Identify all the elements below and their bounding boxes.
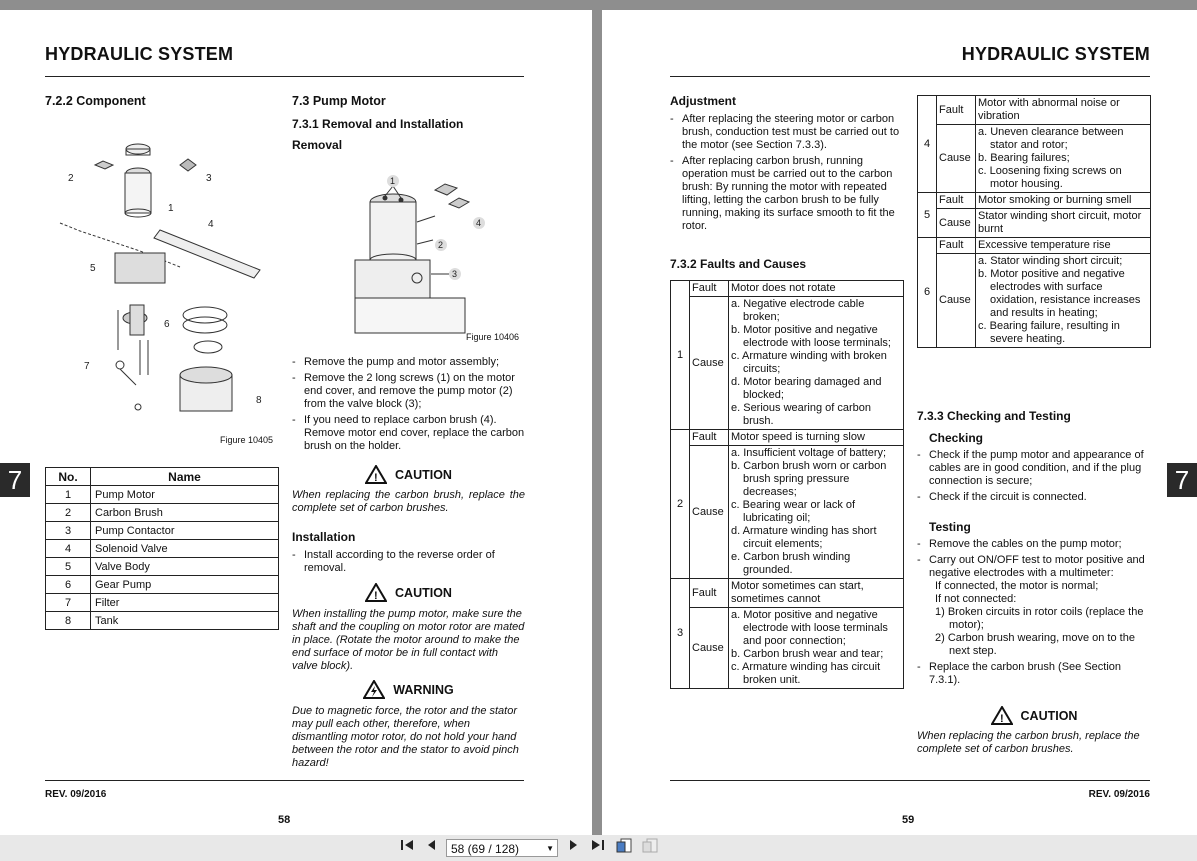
dual-page-view-button[interactable] [640,838,660,858]
fig-a-label-5: 5 [90,263,96,274]
adjustment-list [670,113,904,236]
revision: REV. 09/2016 [1088,789,1150,800]
fault-number: 4 [918,96,937,193]
table-row [918,193,1151,209]
list-item: - Install according to the reverse order of removal. [292,549,525,575]
cell-name: Filter [91,594,279,612]
testing-sub-item: 1) Broken circuits in rotor coils (replace the motor); [935,606,1144,631]
svg-text:!: ! [999,713,1004,725]
next-page-icon [567,838,581,852]
next-page-button[interactable] [564,838,584,858]
footer-rule [45,780,524,781]
list-item: - After replacing carbon brush, running operation must be carried out to the carbon brush: By running the motor with repeated lifting, letting the carbon brush to be fully running, making its surface smooth to fit the rotor. [670,155,904,233]
cause-label: Cause [937,254,976,348]
testing-sub-item: If not connected: [935,593,1017,605]
col-no: No. [46,468,91,486]
cause-label: Cause [937,125,976,193]
pump-motor-title: 7.3 Pump Motor [292,94,386,108]
caution-text: When replacing the carbon brush, replace the complete set of carbon brushes. [917,730,1140,755]
left-page [0,10,592,835]
cause-list [729,297,904,430]
table-row [671,430,904,446]
check-title: 7.3.3 Checking and Testing [917,409,1071,423]
fig-b-label-4: 4 [476,218,482,228]
right-page [602,10,1197,835]
fault-label: Fault [937,238,976,254]
cause-item: b. Carbon brush wear and tear; [731,648,884,660]
pump-motor-figure [345,160,495,335]
adjustment-title: Adjustment [670,94,736,108]
cell-no: 5 [46,558,91,576]
checking-title: Checking [929,431,984,445]
table-row [918,238,1151,254]
list-item: - Remove the cables on the pump motor; [917,538,1151,551]
fault-number: 3 [671,579,690,689]
list-item: - After replacing the steering motor or carbon brush, conduction test must be carried out to the motor (see Section 7.3.3). [670,113,904,152]
fault-text: Motor smoking or burning smell [976,193,1151,209]
fault-label: Fault [690,579,729,608]
list-item: - Check if the pump motor and appearance of cables are in good condition, and if the plug connection is secure; [917,449,1151,488]
table-row [671,297,904,430]
col-name: Name [91,468,279,486]
cell-no: 6 [46,576,91,594]
warning-triangle-icon [991,706,1013,725]
cell-name: Valve Body [91,558,279,576]
table-row [671,281,904,297]
installation-steps [292,549,525,578]
warning-heading [292,680,525,699]
table-row [46,594,279,612]
cell-name: Gear Pump [91,576,279,594]
faults-table-a [670,280,904,689]
warning-text: Due to magnetic force, the rotor and the stator may pull each other, therefore, when dismantling motor rotor, do not hold your hand between the rotor and the stator to avoid pinch hazard! [292,705,519,769]
page-number: 59 [902,814,915,826]
first-page-icon [399,838,415,852]
fault-number: 5 [918,193,937,238]
cause-item: a. Insufficient voltage of battery; [731,447,887,459]
table-row [46,486,279,504]
cause-label: Cause [937,209,976,238]
chapter-tab: 7 [0,463,30,497]
cause-item: d. Armature winding has short circuit elements; [731,525,877,550]
caution-heading-2 [292,583,525,602]
list-item: - Remove the 2 long screws (1) on the motor end cover, and remove the pump motor (2) from the valve block (3); [292,372,525,411]
previous-page-icon [424,838,438,852]
fig-b-label-1: 1 [390,176,396,186]
fault-number: 6 [918,238,937,348]
cause-item: e. Serious wearing of carbon brush. [731,402,872,427]
cause-item: b. Carbon brush worn or carbon brush spring pressure decreases; [731,460,887,498]
component-table [45,467,279,630]
cause-item: a. Stator winding short circuit; [978,255,1123,267]
checking-list [917,449,1151,507]
caution-text-2: When installing the pump motor, make sure the shaft and the coupling on motor rotor are mated in place. (Rotate the motor around to make the end surface of motor be in full contact with valve block). [292,608,525,672]
fault-text: Motor with abnormal noise or vibration [976,96,1151,125]
testing-sub-item: 2) Carbon brush wearing, move on to the next step. [935,632,1135,657]
cause-list [976,254,1151,348]
cause-item: c. Armature winding with broken circuits; [731,350,887,375]
figure-b-caption: Figure 10406 [466,332,520,342]
cell-no: 3 [46,522,91,540]
page-indicator: 58 (69 / 128) [451,842,520,856]
cell-name: Tank [91,612,279,630]
caution-label: CAUTION [1020,708,1078,723]
dual-page-icon [641,838,659,854]
table-row [46,504,279,522]
warning-label: WARNING [393,682,454,697]
fault-number: 1 [671,281,690,430]
faults-table-b [917,95,1151,348]
cause-item: b. Bearing failures; [978,152,1070,164]
testing-sub-item: If connected, the motor is normal; [935,580,1099,592]
installation-title: Installation [292,530,356,544]
testing-step: Carry out ON/OFF test to motor positive and negative electrodes with a multimeter: [929,554,1145,579]
cause-item: a. Motor positive and negative electrode with loose terminals and poor connection; [731,609,888,647]
warning-triangle-icon [365,465,387,484]
fig-a-label-2: 2 [68,173,74,184]
testing-title: Testing [929,520,971,534]
fault-label: Fault [690,281,729,297]
cause-item: Stator winding short circuit, motor burnt [978,210,1142,235]
list-item: - Remove the pump and motor assembly; [292,356,525,369]
cause-list [976,209,1151,238]
table-row [46,540,279,558]
figure-a-caption: Figure 10405 [220,435,274,445]
first-page-button[interactable] [397,838,417,858]
table-row [918,209,1151,238]
faults-title: 7.3.2 Faults and Causes [670,257,807,271]
footer-rule [670,780,1150,781]
table-row [46,522,279,540]
table-row [918,125,1151,193]
table-header-row [46,468,279,486]
cell-no: 7 [46,594,91,612]
fig-b-label-3: 3 [452,269,458,279]
fault-label: Fault [937,96,976,125]
caution-label: CAUTION [395,467,452,482]
fig-b-label-2: 2 [438,240,444,250]
cell-no: 4 [46,540,91,558]
list-item: - Check if the circuit is connected. [917,491,1151,504]
cause-item: a. Negative electrode cable broken; [731,298,865,323]
fig-a-label-7: 7 [84,361,90,372]
cell-name: Pump Motor [91,486,279,504]
last-page-button[interactable] [588,838,608,858]
testing-list [917,538,1151,690]
fault-text: Motor sometimes can start, sometimes cannot [729,579,904,608]
caution-text-1: When replacing the carbon brush, replace the complete set of carbon brushes. [292,489,525,514]
cause-item: c. Loosening fixing screws on motor housing. [978,165,1122,190]
cell-no: 2 [46,504,91,522]
fig-a-label-8: 8 [256,395,262,406]
removal-title: Removal [292,138,343,152]
fault-text: Excessive temperature rise [976,238,1151,254]
table-row [918,96,1151,125]
component-title: 7.2.2 Component [45,94,146,108]
header-rule [45,76,524,77]
previous-page-button[interactable] [421,838,441,858]
fault-text: Motor speed is turning slow [729,430,904,446]
fault-text: Motor does not rotate [729,281,904,297]
table-row [671,446,904,579]
chapter-tab: 7 [1167,463,1197,497]
cause-list [976,125,1151,193]
table-row [46,576,279,594]
caution-heading-1 [292,465,525,484]
cell-name: Carbon Brush [91,504,279,522]
list-item [917,554,1151,658]
caution-label: CAUTION [395,585,452,600]
cause-item: d. Motor bearing damaged and blocked; [731,376,882,401]
fig-a-label-6: 6 [164,319,170,330]
removal-steps [292,356,525,456]
svg-text:!: ! [374,590,378,602]
cause-item: c. Armature winding has circuit broken unit. [731,661,881,686]
table-row [46,558,279,576]
removal-install-title: 7.3.1 Removal and Installation [292,117,464,131]
cause-item: c. Bearing failure, resulting in severe heating. [978,320,1120,345]
cell-no: 8 [46,612,91,630]
revision: REV. 09/2016 [45,789,107,800]
fault-number: 2 [671,430,690,579]
fig-a-label-4: 4 [208,219,214,230]
page-header: HYDRAULIC SYSTEM [961,44,1150,64]
cause-item: a. Uneven clearance between stator and rotor; [978,126,1124,151]
cell-name: Pump Contactor [91,522,279,540]
table-row [46,612,279,630]
svg-text:!: ! [374,472,378,484]
component-figure [50,135,280,435]
table-row [918,254,1151,348]
fault-label: Fault [937,193,976,209]
electric-hazard-icon [363,680,385,699]
cause-label: Cause [690,608,729,689]
cause-item: e. Carbon brush winding grounded. [731,551,851,576]
cell-no: 1 [46,486,91,504]
list-item: - Replace the carbon brush (See Section 7.3.1). [917,661,1151,687]
cause-item: c. Bearing wear or lack of lubricating oil; [731,499,856,524]
table-row [671,579,904,608]
chevron-down-icon: ▼ [546,844,554,853]
list-item: - If you need to replace carbon brush (4). Remove motor end cover, replace the carbon brush on the holder. [292,414,525,453]
page-header: HYDRAULIC SYSTEM [45,44,234,64]
header-rule [670,76,1150,77]
cause-label: Cause [690,297,729,430]
viewer-toolbar [0,835,1197,861]
last-page-icon [590,838,606,852]
page-number: 58 [278,814,291,826]
fault-label: Fault [690,430,729,446]
cell-name: Solenoid Valve [91,540,279,558]
cause-label: Cause [690,446,729,579]
page-view-icon [615,838,633,854]
caution-heading [917,706,1151,725]
table-row [671,608,904,689]
fig-a-label-3: 3 [206,173,212,184]
single-page-view-button[interactable] [614,838,634,858]
fig-a-label-1: 1 [168,203,174,214]
cause-list [729,446,904,579]
cause-list [729,608,904,689]
page-selector[interactable] [446,839,558,857]
cause-item: b. Motor positive and negative electrodes with surface oxidation, resistance increases and results in heating; [978,268,1141,319]
warning-triangle-icon [365,583,387,602]
cause-item: b. Motor positive and negative electrode with loose terminals; [731,324,891,349]
